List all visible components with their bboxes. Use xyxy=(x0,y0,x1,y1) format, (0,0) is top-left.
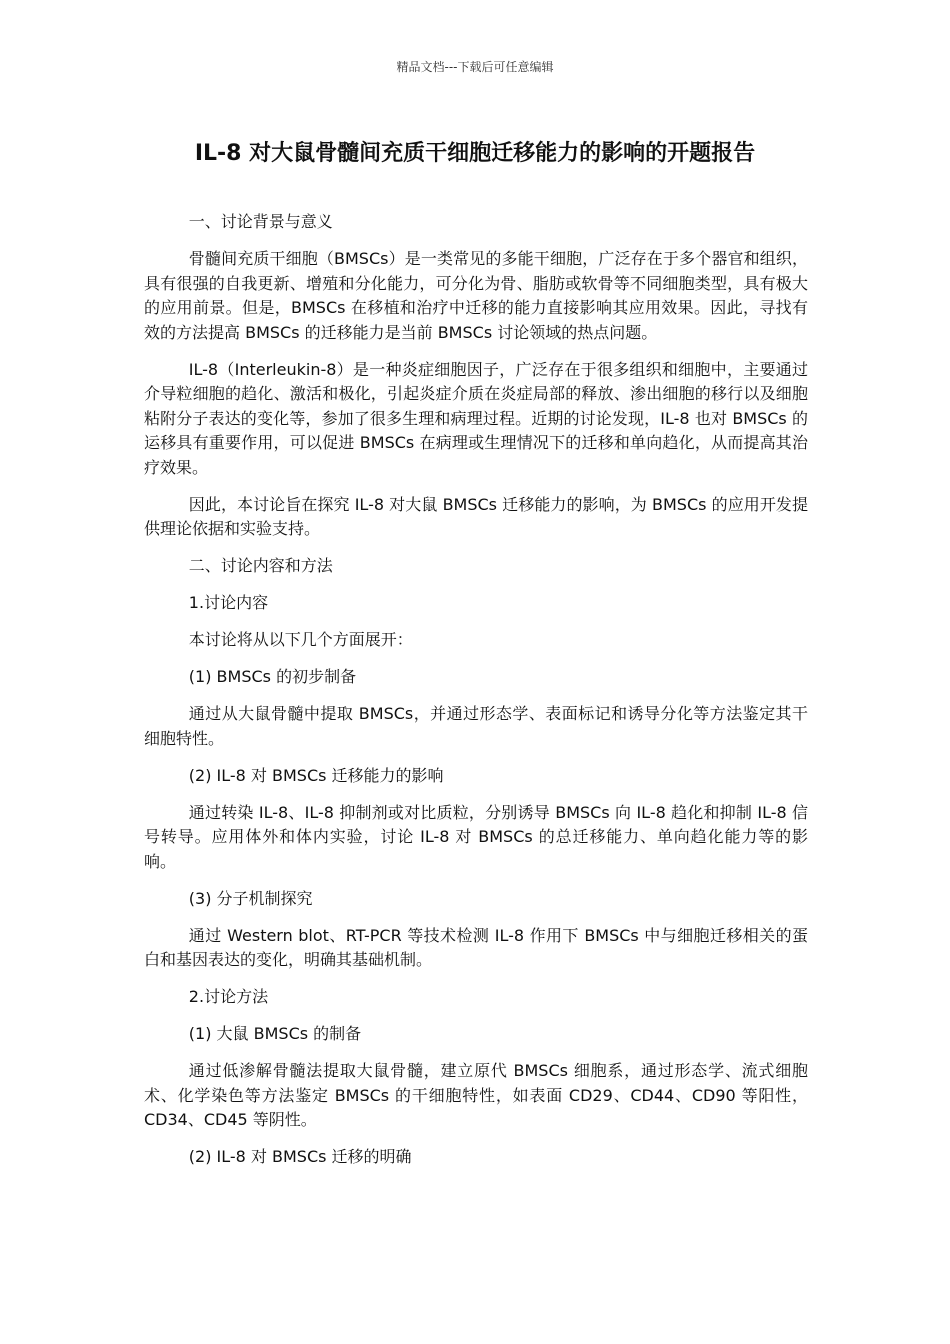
item-heading-il8-migration: (2) IL-8 对 BMSCs 迁移的明确 xyxy=(188,1147,412,1166)
section-heading-content-methods: 二、讨论内容和方法 xyxy=(188,556,333,575)
item-heading-mechanism: (3) 分子机制探究 xyxy=(188,888,313,908)
paragraph-content-lead: 本讨论将从以下几个方面展开： xyxy=(188,630,413,649)
paragraph-mechanism: 通过 Western blot、RT-PCR 等技术检测 IL-8 作用下 BMSCs 中与细胞迁移相关的蛋白和基因表达的变化，明确其基础机制。 xyxy=(144,925,808,969)
paragraph-il8-effect: 通过转染 IL-8、IL-8 抑制剂或对比质粒，分别诱导 BMSCs 向 IL-8 趋化和抑制 IL-8 信号转导。应用体外和体内实验，讨论 IL-8 对 BMSCs 的总迁移能力、单向趋化能力等的影响。 xyxy=(144,802,808,871)
paragraph-rat-bmscs: 通过低渗解骨髓法提取大鼠骨髓，建立原代 BMSCs 细胞系，通过形态学、流式细胞术、化学染色等方法鉴定 BMSCs 的干细胞特性，如表面 CD29、CD44、CD90 等阳性，CD34、CD45 等阴性。 xyxy=(144,1061,808,1129)
item-heading-preparation: (1) BMSCs 的初步制备 xyxy=(188,667,357,686)
section-heading-background: 一、讨论背景与意义 xyxy=(188,212,333,231)
paragraph-purpose: 因此，本讨论旨在探究 IL-8 对大鼠 BMSCs 迁移能力的影响，为 BMSCs 的应用开发提供理论依据和实验支持。 xyxy=(144,494,808,538)
subheading-methods: 2.讨论方法 xyxy=(188,987,269,1006)
item-heading-rat-bmscs: (1) 大鼠 BMSCs 的制备 xyxy=(188,1024,362,1043)
paragraph-preparation: 通过从大鼠骨髓中提取 BMSCs，并通过形态学、表面标记和诱导分化等方法鉴定其干细胞特性。 xyxy=(144,704,808,748)
header-note: 精品文档---下载后可任意编辑 xyxy=(396,60,554,74)
item-heading-il8-effect: (2) IL-8 对 BMSCs 迁移能力的影响 xyxy=(188,765,444,785)
subheading-content: 1.讨论内容 xyxy=(188,593,269,612)
paragraph-il8-intro: IL-8（Interleukin-8）是一种炎症细胞因子，广泛存在于很多组织和细胞中，主要通过介导粒细胞的趋化、激活和极化，引起炎症介质在炎症局部的释放、渗出细胞的移行以及细胞粘附分子表达的变化等，参加了很多生理和病理过程。近期的讨论发现，IL-8 也对 BMSCs 的运移具有重要作用，可以促进 BMSCs 在病理或生理情况下的迁移和单向趋化，从而提高其治疗效果。 xyxy=(144,359,808,477)
paragraph-bmscs-intro: 骨髓间充质干细胞（BMSCs）是一类常见的多能干细胞，广泛存在于多个器官和组织，具有很强的自我更新、增殖和分化能力，可分化为骨、脂肪或软骨等不同细胞类型，具有极大的应用前景。但是，BMSCs 在移植和治疗中迁移的能力直接影响其应用效果。因此，寻找有效的方法提高 BMSCs 的迁移能力是当前 BMSCs 讨论领域的热点问题。 xyxy=(144,249,808,342)
document-body xyxy=(144,210,808,1182)
document-title: IL-8 对大鼠骨髓间充质干细胞迁移能力的影响的开题报告 xyxy=(194,141,756,166)
